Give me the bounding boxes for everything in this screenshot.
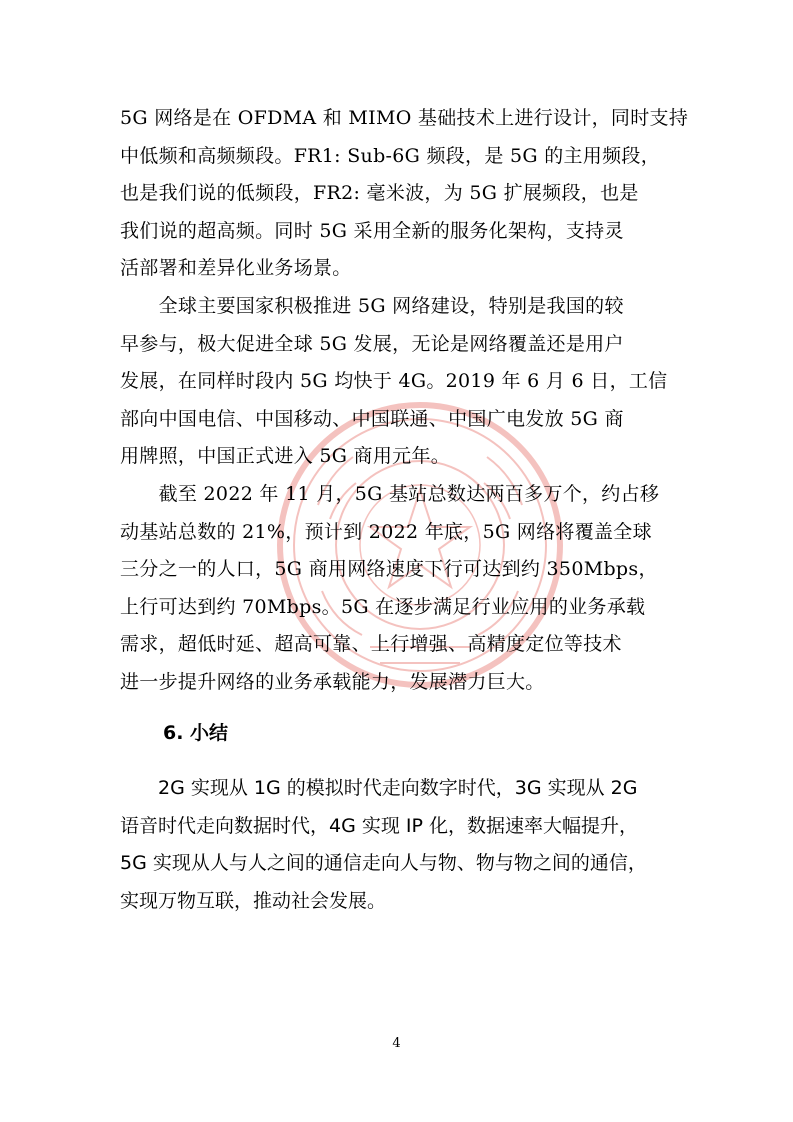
paragraph-5g-deployment: [120, 288, 676, 476]
text-line: 用牌照，中国正式进入 5G 商用元年。: [120, 445, 451, 467]
text-line: 三分之一的人口，5G 商用网络速度下行可达到约 350Mbps，: [120, 558, 658, 580]
text-line: 2G 实现从 1G 的模拟时代走向数字时代，3G 实现从 2G: [120, 777, 638, 799]
text-line: 全球主要国家积极推进 5G 网络建设，特别是我国的较: [120, 295, 624, 317]
page-number: 4: [392, 1036, 401, 1051]
text-line: 部向中国电信、中国移动、中国联通、中国广电发放 5G 商: [120, 407, 624, 430]
paragraph-5g-statistics: [120, 476, 676, 701]
section-heading: 6. 小结: [163, 722, 229, 744]
text-line: 发展，在同样时段内 5G 均快于 4G。2019 年 6 月 6 日，工信: [120, 370, 668, 392]
text-line: 动基站总数的 21%，预计到 2022 年底，5G 网络将覆盖全球: [120, 520, 652, 543]
text-line: 需求，超低时延、超高可靠、上行增强、高精度定位等技术: [120, 633, 622, 655]
text-line: 5G 网络是在 OFDMA 和 MIMO 基础技术上进行设计，同时支持: [120, 107, 689, 129]
text-line: 实现万物互联，推动社会发展。: [120, 889, 387, 912]
text-line: 活部署和差异化业务场景。: [120, 257, 352, 279]
summary-paragraph: [120, 770, 680, 920]
text-line: 截至 2022 年 11 月，5G 基站总数达两百多万个，约占移: [120, 483, 660, 505]
text-line: 我们说的超高频。同时 5G 采用全新的服务化架构，支持灵: [120, 219, 624, 242]
paragraph-5g-architecture: [120, 100, 689, 288]
text-line: 也是我们说的低频段，FR2: 毫米波，为 5G 扩展频段，也是: [120, 182, 639, 204]
text-line: 中低频和高频频段。FR1: Sub-6G 频段，是 5G 的主用频段，: [120, 144, 661, 167]
text-line: 进一步提升网络的业务承载能力，发展潜力巨大。: [120, 670, 545, 693]
text-line: 上行可达到约 70Mbps。5G 在逐步满足行业应用的业务承载: [120, 595, 646, 618]
text-line: 早参与，极大促进全球 5G 发展，无论是网络覆盖还是用户: [120, 332, 624, 355]
text-line: 语音时代走向数据时代，4G 实现 IP 化，数据速率大幅提升，: [120, 814, 638, 837]
text-line: 5G 实现从人与人之间的通信走向人与物、物与物之间的通信，: [120, 852, 647, 874]
